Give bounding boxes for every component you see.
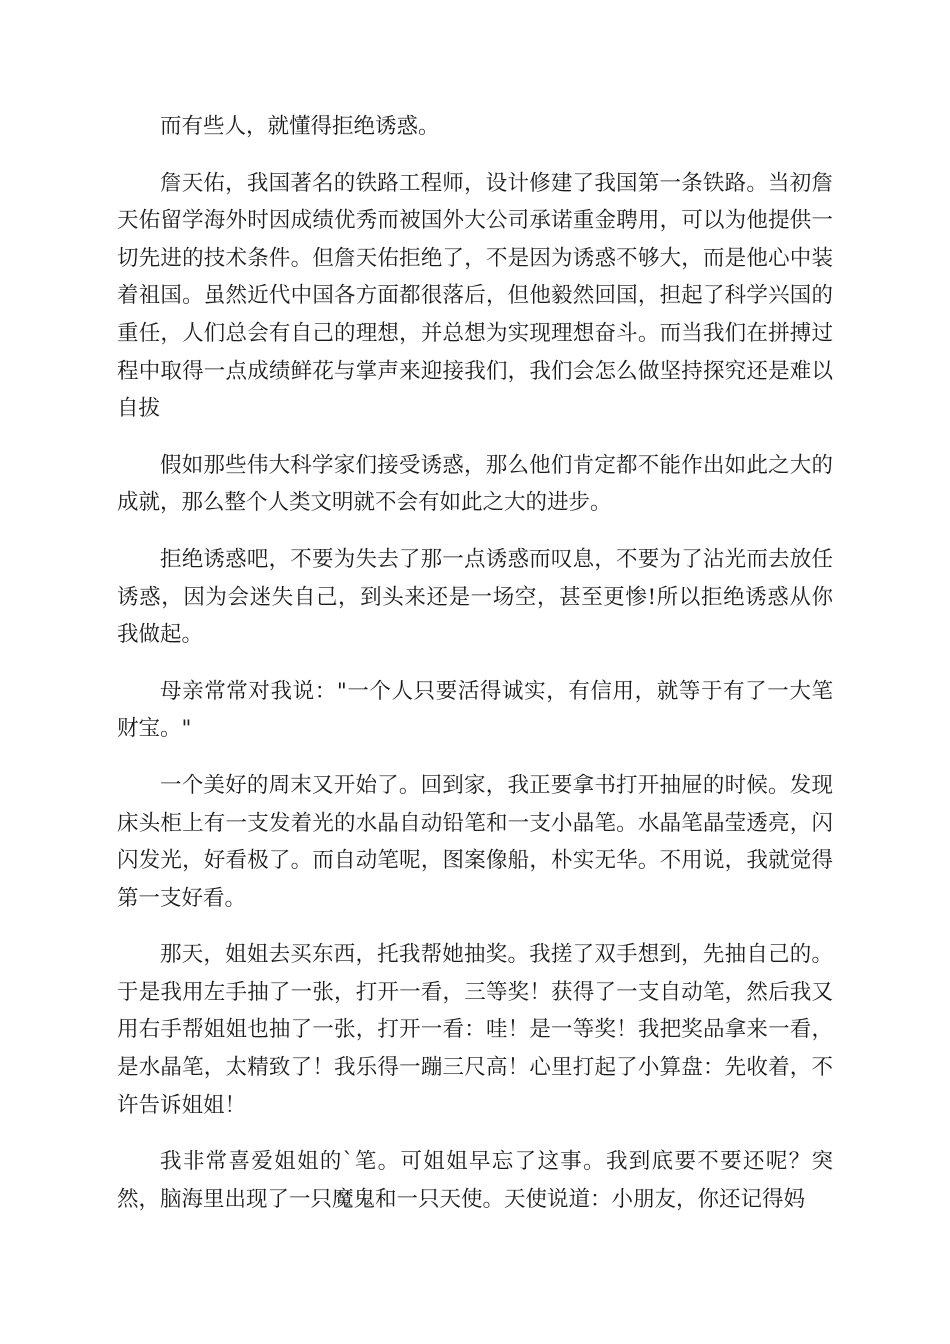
paragraph: 母亲常常对我说："一个人只要活得诚实，有信用，就等于有了一大笔财宝。": [117, 678, 833, 742]
paragraph: 詹天佑，我国著名的铁路工程师，设计修建了我国第一条铁路。当初詹天佑留学海外时因成绩优秀而被国外大公司承诺重金聘用，可以为他提供一切先进的技术条件。但詹天佑拒绝了，不是因为诱惑不够大，而是他心中装着祖国。虽然近代中国各方面都很落后，但他毅然回国，担起了科学兴国的重任，人们总会有自己的理想，并总想为实现理想奋斗。而当我们在拼搏过程中取得一点成绩鲜花与掌声来迎接我们，我们会怎么做坚持探究还是难以自拔: [117, 170, 833, 422]
paragraph: 一个美好的周末又开始了。回到家，我正要拿书打开抽屉的时候。发现床头柜上有一支发着光的水晶自动铅笔和一支小晶笔。水晶笔晶莹透亮，闪闪发光，好看极了。而自动笔呢，图案像船，朴实无华。不用说，我就觉得第一支好看。: [117, 772, 833, 911]
document-body: [117, 108, 833, 1237]
paragraph: 假如那些伟大科学家们接受诱惑，那么他们肯定都不能作出如此之大的成就，那么整个人类文明就不会有如此之大的进步。: [117, 452, 833, 516]
paragraph: 那天，姐姐去买东西，托我帮她抽奖。我搓了双手想到，先抽自己的。于是我用左手抽了一张，打开一看，三等奖！获得了一支自动笔，然后我又用右手帮姐姐也抽了一张，打开一看：哇！是一等奖！我把奖品拿来一看，是水晶笔，太精致了！我乐得一蹦三尺高！心里打起了小算盘：先收着，不许告诉姐姐！: [117, 942, 833, 1118]
paragraph: 而有些人，就懂得拒绝诱惑。: [160, 114, 440, 139]
paragraph: 我非常喜爱姐姐的`笔。可姐姐早忘了这事。我到底要不要还呢？突然，脑海里出现了一只魔鬼和一只天使。天使说道：小朋友，你还记得妈: [117, 1149, 833, 1212]
paragraph: 拒绝诱惑吧，不要为失去了那一点诱惑而叹息，不要为了沾光而去放任诱惑，因为会迷失自己，到头来还是一场空，甚至更惨!所以拒绝诱惑从你我做起。: [117, 546, 833, 648]
